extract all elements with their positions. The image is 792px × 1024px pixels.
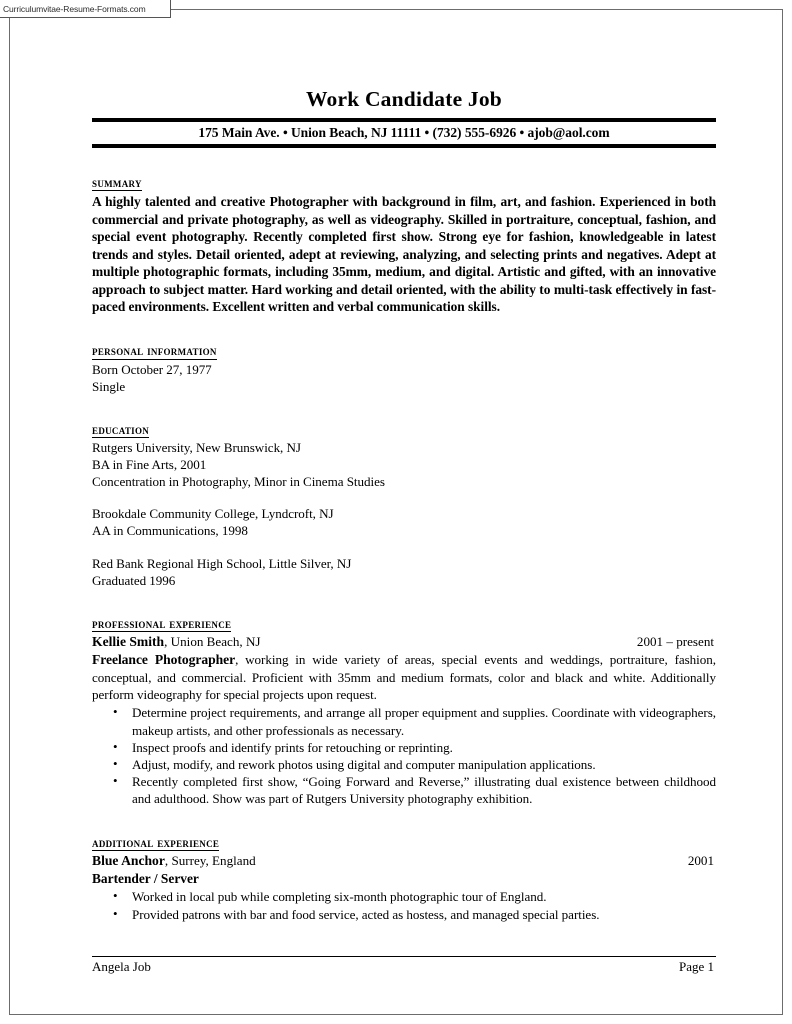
section-professional-experience (92, 615, 716, 808)
job-dates: 2001 – present (636, 634, 714, 650)
job-header (92, 852, 716, 870)
footer-page-number: Page 1 (678, 959, 714, 975)
summary-body: A highly talented and creative Photographer with background in film, art, and fashion. Experienced in both commercial and private photography, as well as videography. Skilled in portraiture, conceptual, fashion, and special event photography. Recently completed first show. Strong eye for fashion, knowledgeable in latest trends and styles. Detail oriented, adept at reviewing, analyzing, and selecting prints and negatives. Adept at multiple photographic formats, including 35mm, medium, and digital. Artistic and gifted, with an innovative approach to subject matter. Hard working and detail oriented, with the ability to multi-task effectively in fast-paced environments. Excellent written and verbal communication skills. (92, 194, 716, 315)
job-role: Freelance Photographer (92, 652, 236, 668)
job-bullet-list (92, 888, 716, 922)
site-watermark (0, 0, 171, 18)
education-line: Concentration in Photography, Minor in Cinema Studies (92, 474, 385, 490)
list-item: • Adjust, modify, and rework photos using digital and computer manipulation applications. (92, 756, 716, 773)
job-bullet-list (92, 704, 716, 807)
section-heading-professional-experience: professional experience (92, 615, 232, 631)
job-role-description: , working in wide variety of areas, special events and weddings, portraiture, fashion, conceptual, and commercial. Proficient with 35mm and medium formats, color and black and white. Additionally perform videography for special projects upon request. (92, 652, 716, 703)
page-footer (92, 956, 716, 976)
education-line: BA in Fine Arts, 2001 (92, 457, 207, 473)
job-location: , Union Beach, NJ (164, 634, 261, 650)
list-item: • Recently completed first show, “Going Forward and Reverse,” illustrating dual existence between childhood and adulthood. Show was part of Rutgers University photography exhibition. (92, 773, 716, 807)
section-heading-education: education (92, 421, 150, 437)
job-location: , Surrey, England (164, 853, 256, 869)
personal-info-line: Born October 27, 1977 (92, 361, 212, 377)
section-education (92, 421, 716, 589)
education-line: Brookdale Community College, Lyndcroft, NJ (92, 506, 334, 522)
footer-name: Angela Job (92, 959, 151, 975)
watermark-text: Curriculumvitae-Resume-Formats.com (3, 3, 146, 14)
section-summary (92, 174, 716, 316)
list-item: • Worked in local pub while completing six-month photographic tour of England. (92, 888, 716, 905)
section-heading-personal-information: personal information (92, 342, 217, 358)
education-entry (92, 555, 716, 589)
education-line: AA in Communications, 1998 (92, 523, 248, 539)
section-personal-information (92, 342, 716, 395)
job-role: Bartender / Server (92, 870, 199, 886)
education-entry (92, 505, 716, 539)
job-employer: Blue Anchor (92, 853, 165, 869)
header-rule-bottom (92, 144, 716, 148)
job-dates: 2001 (687, 853, 714, 869)
resume-header (92, 88, 716, 148)
section-additional-experience (92, 834, 716, 923)
job-employer: Kellie Smith (92, 634, 165, 650)
job-description (92, 651, 716, 703)
education-entry (92, 439, 716, 490)
education-line: Red Bank Regional High School, Little Silver, NJ (92, 555, 352, 571)
education-line: Rutgers University, New Brunswick, NJ (92, 440, 301, 456)
education-line: Graduated 1996 (92, 572, 176, 588)
page-title: Work Candidate Job (306, 87, 502, 111)
section-heading-additional-experience: additional experience (92, 834, 220, 850)
footer-rule (92, 956, 716, 957)
section-heading-summary: summary (92, 174, 142, 190)
job-header (92, 633, 716, 651)
list-item: • Provided patrons with bar and food service, acted as hostess, and managed special parties. (92, 906, 716, 923)
contact-line: 175 Main Ave. • Union Beach, NJ 11111 • (732) 555-6926 • ajob@aol.com (198, 124, 610, 140)
resume-page (9, 9, 783, 1015)
list-item: • Inspect proofs and identify prints for retouching or reprinting. (92, 739, 716, 756)
list-item: • Determine project requirements, and arrange all proper equipment and supplies. Coordinate with videographers, makeup artists, and other professionals as necessary. (92, 704, 716, 738)
personal-info-line: Single (92, 378, 126, 394)
